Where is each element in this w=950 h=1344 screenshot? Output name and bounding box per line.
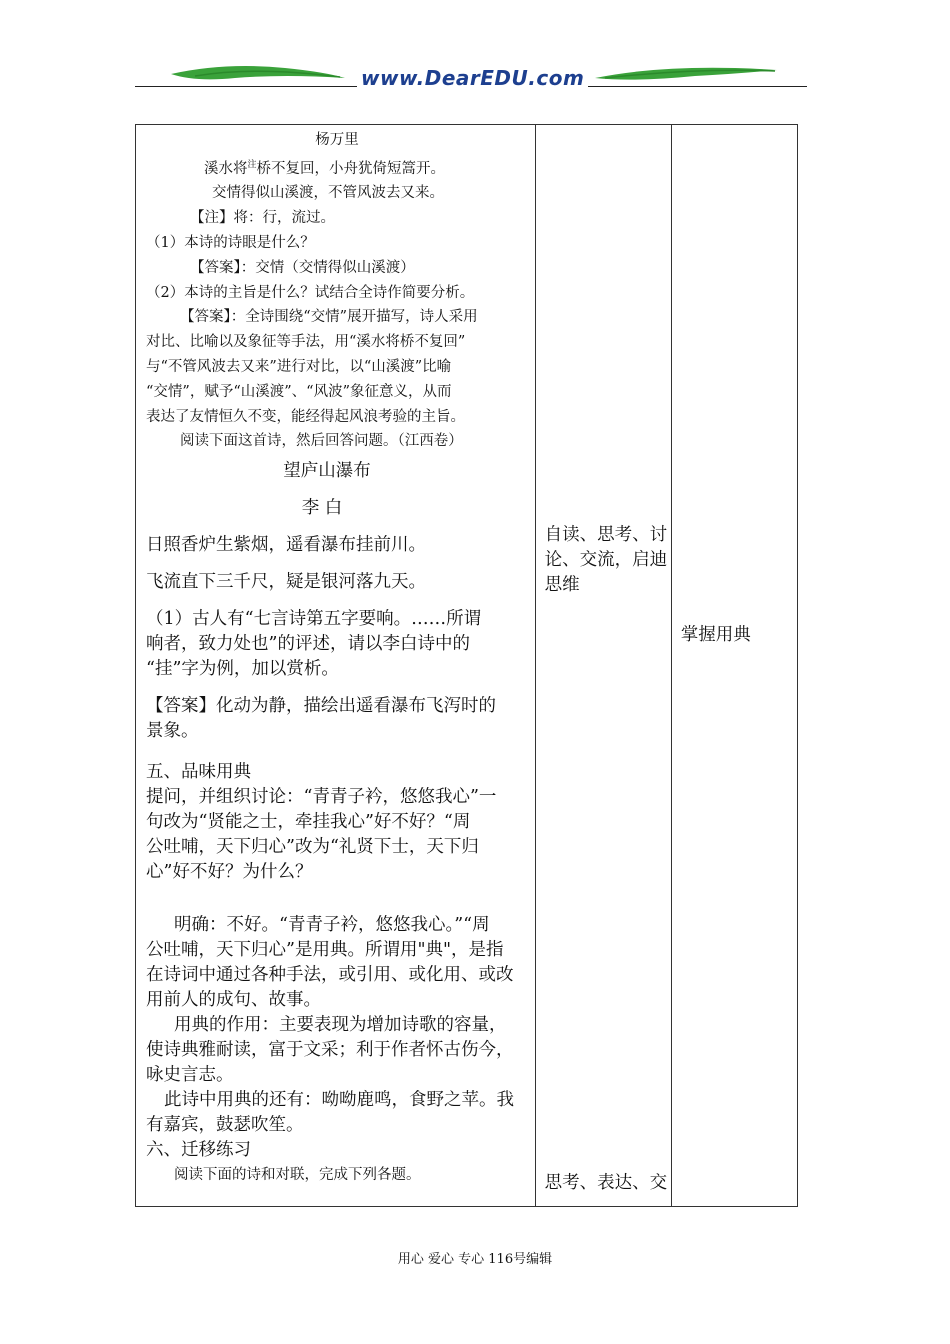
poem1-a2-line: 【答案】：全诗围绕“交情”展开描写，诗人采用 xyxy=(180,309,478,326)
content-cell xyxy=(136,125,536,1207)
lesson-table xyxy=(135,124,798,1207)
section5-others: 此诗中用典的还有：呦呦鹿鸣，食野之苹。我 xyxy=(164,1090,514,1110)
poem1-a2-line: 与“不管风波去又来”进行对比，以“山溪渡”比喻 xyxy=(146,359,452,375)
poem2-q-line: “挂”字为例，加以赏析。 xyxy=(146,659,339,679)
note-mark: 注 xyxy=(247,159,257,170)
poem2-a-line: 景象。 xyxy=(146,721,199,741)
activity1-line: 思维 xyxy=(544,575,580,595)
section5-clarify: 明确：不好。“青青子衿，悠悠我心。”“周 xyxy=(174,915,490,935)
poem1-line2: 交情得似山溪渡，不管风波去又来。 xyxy=(212,185,444,202)
poem1-q1: （1）本诗的诗眼是什么？ xyxy=(146,235,315,252)
site-logo[interactable]: www.DearEDU.com xyxy=(357,66,588,90)
poem1-note: 【注】将：行，流过。 xyxy=(190,210,335,227)
section5-clarify: 公吐哺，天下归心”是用典。所谓用"典"，是指 xyxy=(146,940,504,960)
activity1-line: 自读、思考、讨 xyxy=(544,525,668,545)
section5-heading: 五、品味用典 xyxy=(146,762,251,782)
poem2-instruction: 阅读下面这首诗，然后回答问题。（江西卷） xyxy=(180,433,463,450)
section5-function: 使诗典雅耐读，富于文采；利于作者怀古伤今， xyxy=(146,1040,514,1060)
section5-question: 公吐哺，天下归心”改为“礼贤下士，天下归 xyxy=(146,837,479,857)
section6-heading: 六、迁移练习 xyxy=(146,1140,251,1160)
poem1-a1: 【答案】：交情（交情得似山溪渡） xyxy=(190,259,415,276)
activity1-line: 论、交流，启迪 xyxy=(544,550,668,570)
site-header xyxy=(135,60,807,100)
goal-cell xyxy=(671,125,797,1207)
poem2-title: 望庐山瀑布 xyxy=(283,461,371,481)
poem1-a2-line: 表达了友情恒久不变，能经得起风浪考验的主旨。 xyxy=(146,408,465,425)
poem1-q2: （2）本诗的主旨是什么？试结合全诗作简要分析。 xyxy=(146,284,475,301)
section5-clarify: 用前人的成句、故事。 xyxy=(146,990,321,1010)
poem1-a2-line: “交情”，赋予“山溪渡”、“风波”象征意义，从而 xyxy=(146,383,452,400)
section5-clarify: 在诗词中通过各种手法，或引用、或化用、或改 xyxy=(146,965,514,985)
poem2-q-line: （1）古人有“七言诗第五字要响。……所谓 xyxy=(146,609,482,629)
activity-cell xyxy=(535,125,671,1207)
section5-question: 提问，并组织讨论：“青青子衿，悠悠我心”一 xyxy=(146,787,497,807)
goal-text: 掌握用典 xyxy=(680,625,751,645)
section5-others: 有嘉宾，鼓瑟吹笙。 xyxy=(146,1115,304,1135)
poem1-author: 杨万里 xyxy=(315,132,359,148)
page-footer: 用心 爱心 专心 116号编辑 xyxy=(397,1252,553,1267)
poem2-a-line: 【答案】化动为静，描绘出遥看瀑布飞泻时的 xyxy=(146,696,496,716)
poem2-line1: 日照香炉生紫烟，遥看瀑布挂前川。 xyxy=(146,535,426,555)
section5-question: 句改为“贤能之士，牵挂我心”好不好？“周 xyxy=(146,812,471,832)
poem2-line2: 飞流直下三千尺，疑是银河落九天。 xyxy=(146,572,426,592)
activity2-line: 思考、表达、交 xyxy=(544,1173,668,1193)
poem1-line1: 溪水将$^注$桥不复回，小舟犹倚短篙开。 xyxy=(204,159,446,177)
section5-function: 咏史言志。 xyxy=(146,1065,234,1085)
poem2-author: 李 白 xyxy=(301,498,343,518)
poem1-a2-line: 对比、比喻以及象征等手法，用“溪水将桥不复回” xyxy=(146,334,466,351)
section5-function: 用典的作用：主要表现为增加诗歌的容量， xyxy=(174,1015,507,1035)
poem2-q-line: 响者，致力处也”的评述，请以李白诗中的 xyxy=(146,634,470,654)
section5-question: 心”好不好？为什么？ xyxy=(146,862,313,882)
section6-instruction: 阅读下面的诗和对联，完成下列各题。 xyxy=(174,1167,421,1183)
